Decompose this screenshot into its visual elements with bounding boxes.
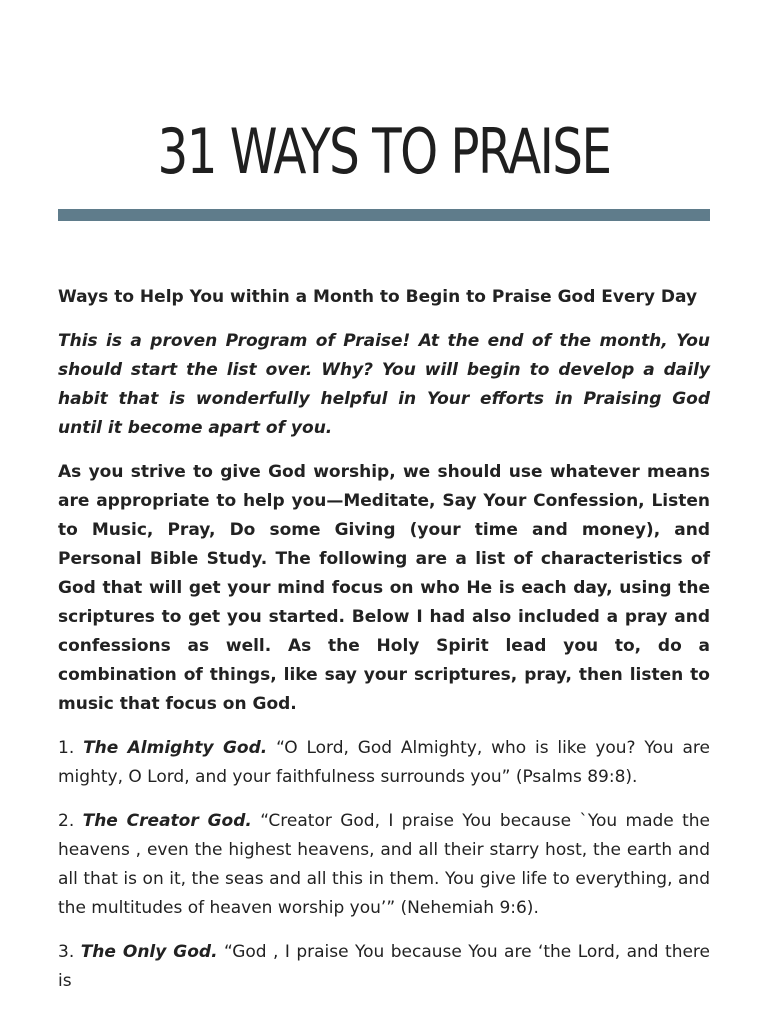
item-name: The Only God. bbox=[80, 942, 218, 962]
intro-italic-paragraph: This is a proven Program of Praise! At the end of the month, You should start the list over. Why? You will begin to develop a daily habit that is wonderfully helpful in Your efforts in Praising God until it become apart of you. bbox=[58, 331, 710, 438]
praise-item bbox=[58, 807, 710, 923]
item-text: “O Lord, God Almighty, who is like you? You are mighty, O Lord, and your faithfulness surrounds you” (Psalms 89:8). bbox=[58, 738, 711, 787]
article-body bbox=[58, 283, 710, 1011]
subtitle: Ways to Help You within a Month to Begin to Praise God Every Day bbox=[58, 287, 698, 307]
item-name: The Almighty God. bbox=[83, 738, 268, 758]
praise-item bbox=[58, 938, 710, 996]
title-divider bbox=[58, 209, 710, 221]
intro-bold-paragraph: As you strive to give God worship, we should use whatever means are appropriate to help you—Meditate, Say Your Confession, Listen to Music, Pray, Do some Giving (your time and money), and Personal Bible Study. The following are a list of characteristics of God that will get your mind focus on who He is each day, using the scriptures to get you started. Below I had also included a pray and confessions as well. As the Holy Spirit lead you to, do a combination of things, like say your scriptures, pray, then listen to music that focus on God. bbox=[58, 462, 710, 714]
item-number: 2. bbox=[58, 811, 75, 831]
praise-item bbox=[58, 734, 710, 792]
item-text: “Creator God, I praise You because `You made the heavens , even the highest heavens, and all their starry host, the earth and all that is on it, the seas and all this in them. You give life to everything, and the multitudes of heaven worship you’” (Nehemiah 9:6). bbox=[58, 811, 711, 918]
item-name: The Creator God. bbox=[82, 811, 252, 831]
item-number: 1. bbox=[58, 738, 75, 758]
page-title: 31 WAYS TO PRAISE bbox=[157, 115, 611, 188]
item-number: 3. bbox=[58, 942, 75, 962]
item-text: “God , I praise You because You are ‘the Lord, and there is bbox=[58, 942, 711, 991]
